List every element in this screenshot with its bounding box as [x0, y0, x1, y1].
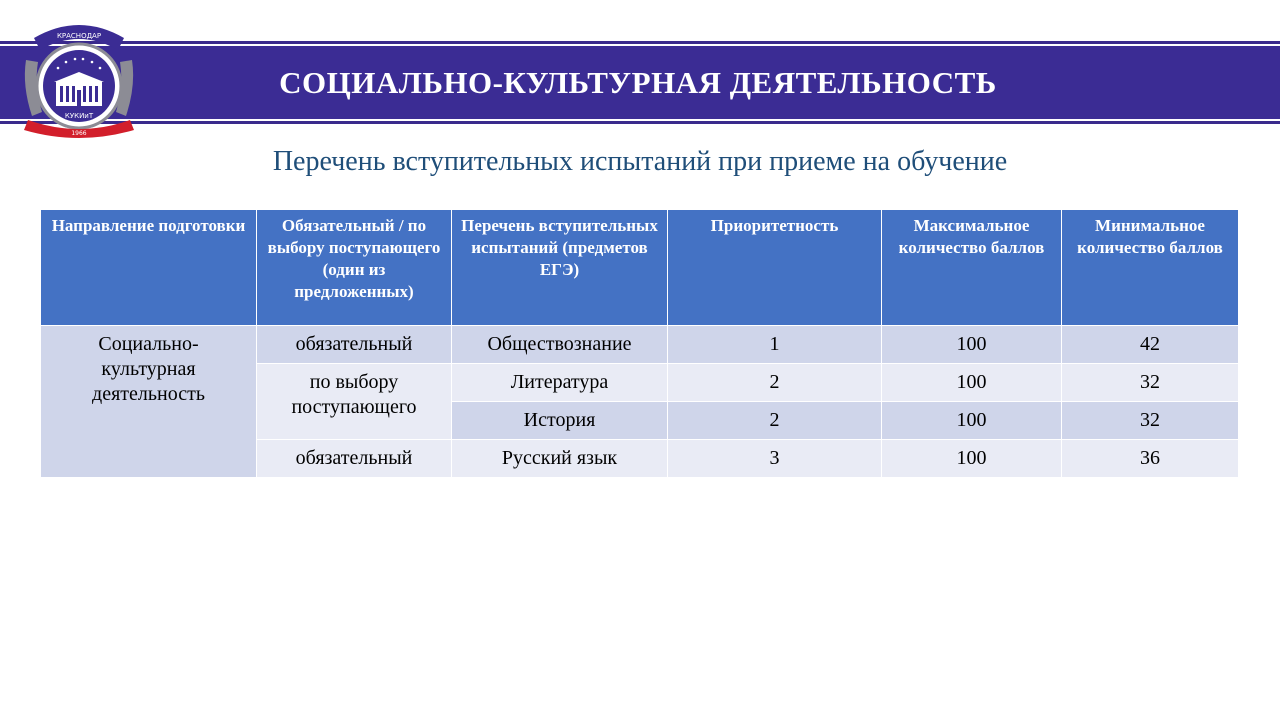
type-cell: обязательный: [257, 440, 452, 478]
header-band-top-line: [0, 41, 1280, 44]
subject-cell: Обществознание: [452, 326, 668, 364]
type-cell: обязательный: [257, 326, 452, 364]
slide-title: [0, 46, 1280, 119]
min-score-cell: 32: [1062, 364, 1239, 402]
max-score-cell: 100: [882, 326, 1062, 364]
header-max-score: Максимальное количество баллов: [882, 210, 1062, 326]
direction-cell: Социально-культурная деятельность: [41, 326, 257, 478]
header-direction: Направление подготовки: [41, 210, 257, 326]
subject-cell: Литература: [452, 364, 668, 402]
header-exam-list: Перечень вступительных испытаний (предметов ЕГЭ): [452, 210, 668, 326]
subject-cell: Русский язык: [452, 440, 668, 478]
max-score-cell: 100: [882, 402, 1062, 440]
priority-cell: 2: [668, 402, 882, 440]
logo-top-text: КРАСНОДАР: [56, 32, 102, 40]
entrance-exams-table: [40, 209, 1239, 478]
min-score-cell: 36: [1062, 440, 1239, 478]
university-logo: [20, 16, 138, 140]
priority-cell: 2: [668, 364, 882, 402]
table-row: [41, 326, 1239, 364]
min-score-cell: 32: [1062, 402, 1239, 440]
header-band-bottom-line: [0, 121, 1280, 124]
min-score-cell: 42: [1062, 326, 1239, 364]
max-score-cell: 100: [882, 440, 1062, 478]
header-min-score: Минимальное количество баллов: [1062, 210, 1239, 326]
header-required-or-choice: Обязательный / по выбору поступающего (один из предложенных): [257, 210, 452, 326]
priority-cell: 3: [668, 440, 882, 478]
logo-bottom-text: КУКИиТ: [64, 112, 94, 120]
table-header-row: [41, 210, 1239, 326]
logo-ribbon-text: 1966: [71, 130, 87, 137]
priority-cell: 1: [668, 326, 882, 364]
slide-subtitle: Перечень вступительных испытаний при приеме на обучение: [272, 146, 1008, 177]
subject-cell: История: [452, 402, 668, 440]
type-cell: по выбору поступающего: [257, 364, 452, 440]
max-score-cell: 100: [882, 364, 1062, 402]
slide-title-text: СОЦИАЛЬНО-КУЛЬТУРНАЯ ДЕЯТЕЛЬНОСТЬ: [279, 64, 997, 100]
header-priority: Приоритетность: [668, 210, 882, 326]
